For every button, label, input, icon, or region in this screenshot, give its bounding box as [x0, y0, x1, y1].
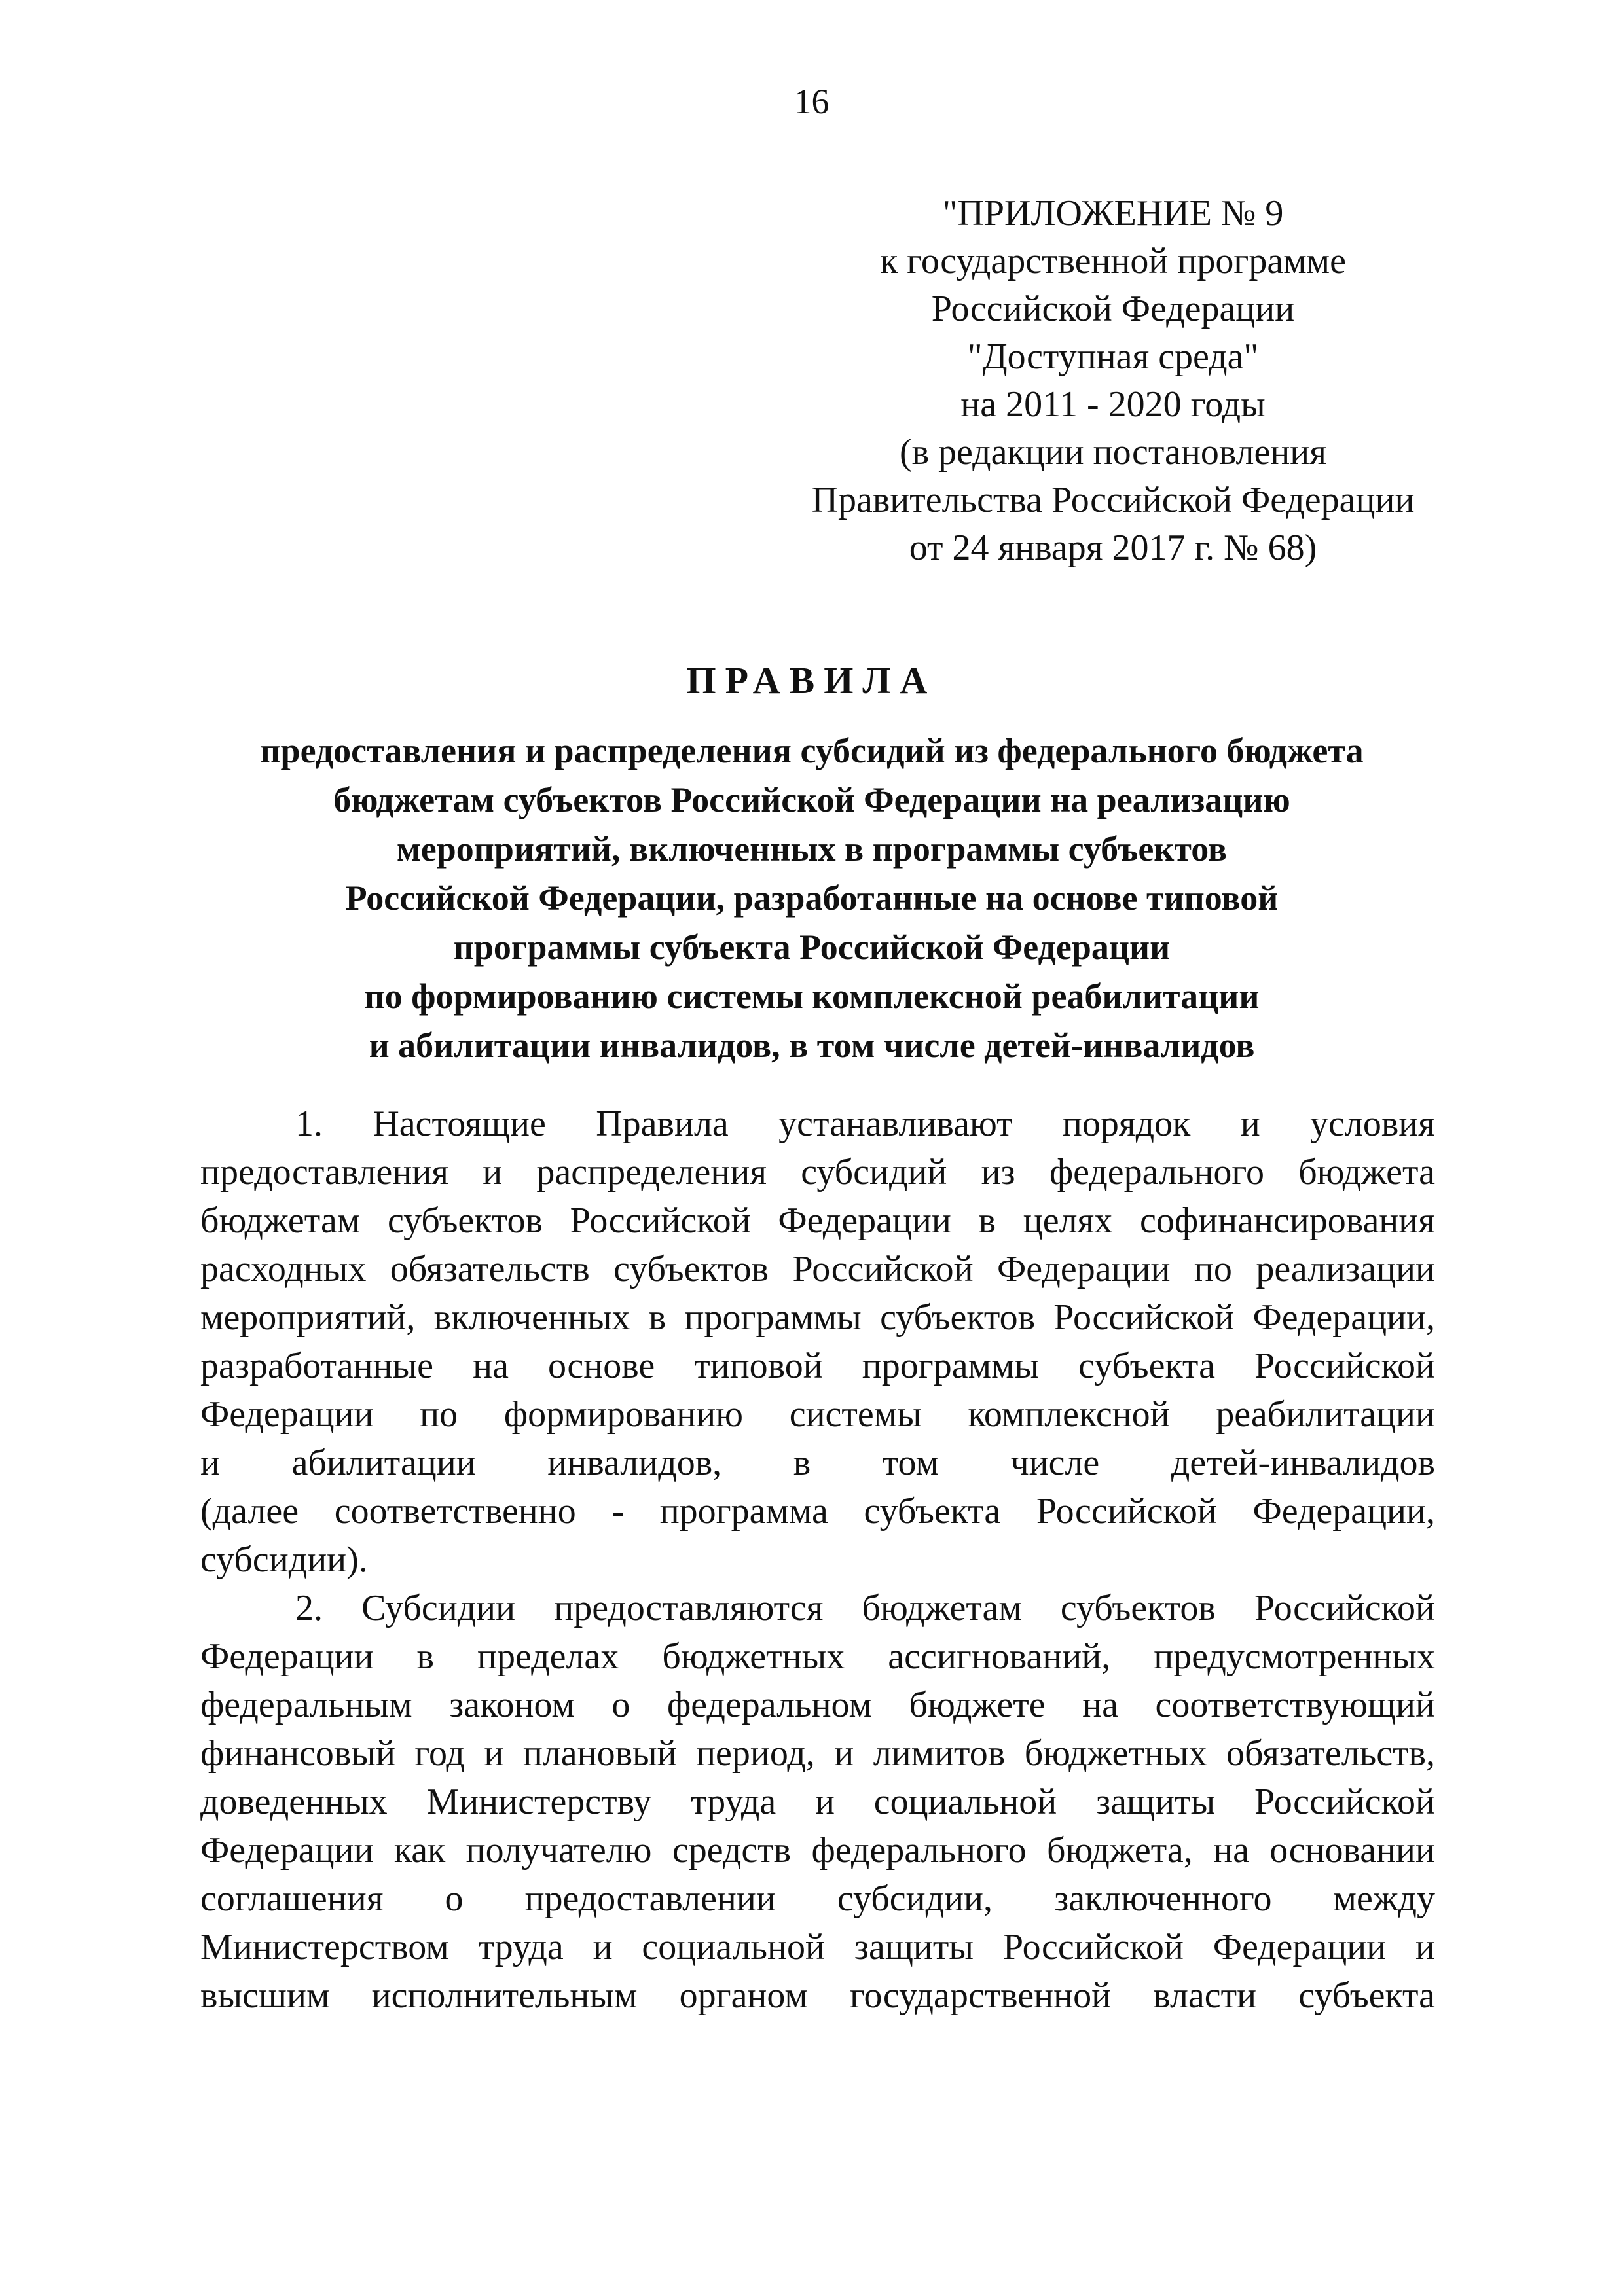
- paragraph-line: расходных обязательств субъектов Российской Федерации по реализации: [200, 1249, 1435, 1289]
- paragraph-line: (далее соответственно - программа субъекта Российской Федерации,: [200, 1491, 1435, 1532]
- paragraph-line: 1. Настоящие Правила устанавливают порядок и условия: [295, 1103, 1435, 1144]
- subtitle-line: программы субъекта Российской Федерации: [453, 927, 1171, 967]
- paragraph-2: [200, 1584, 1435, 2020]
- paragraph-line: 2. Субсидии предоставляются бюджетам субъектов Российской: [295, 1588, 1435, 1628]
- document-subtitle: [170, 726, 1453, 1070]
- paragraph-line: субсидии).: [200, 1539, 368, 1580]
- paragraph-line: разработанные на основе типовой программы субъекта Российской: [200, 1346, 1435, 1386]
- document-body: [200, 1100, 1435, 2020]
- subtitle-line: и абилитации инвалидов, в том числе детей-инвалидов: [369, 1026, 1255, 1065]
- paragraph-line: мероприятий, включенных в программы субъектов Российской Федерации,: [200, 1297, 1435, 1338]
- paragraph-line: федеральным законом о федеральном бюджете на соответствующий: [200, 1685, 1435, 1725]
- paragraph-1: [200, 1100, 1435, 1584]
- annex-line: от 24 января 2017 г. № 68): [909, 528, 1317, 568]
- paragraph-line: Федерации по формированию системы комплексной реабилитации: [200, 1394, 1435, 1435]
- annex-line: Российской Федерации: [931, 289, 1295, 329]
- paragraph-line: доведенных Министерству труда и социальной защиты Российской: [200, 1782, 1435, 1822]
- paragraph-line: и абилитации инвалидов, в том числе детей-инвалидов: [200, 1443, 1435, 1483]
- annex-line: "Доступная среда": [967, 336, 1259, 377]
- annex-line: (в редакции постановления: [899, 432, 1327, 473]
- paragraph-line: соглашения о предоставлении субсидии, заключенного между: [200, 1878, 1435, 1919]
- paragraph-line: финансовый год и плановый период, и лимитов бюджетных обязательств,: [200, 1733, 1435, 1774]
- paragraph-line: бюджетам субъектов Российской Федерации в целях софинансирования: [200, 1200, 1435, 1241]
- subtitle-line: мероприятий, включенных в программы субъектов: [396, 829, 1228, 869]
- annex-line: на 2011 - 2020 годы: [960, 384, 1266, 425]
- paragraph-line: Федерации как получателю средств федерального бюджета, на основании: [200, 1830, 1435, 1871]
- subtitle-line: бюджетам субъектов Российской Федерации на реализацию: [333, 780, 1290, 819]
- paragraph-line: предоставления и распределения субсидий из федерального бюджета: [200, 1152, 1435, 1193]
- subtitle-line: Российской Федерации, разработанные на основе типовой: [345, 878, 1279, 918]
- paragraph-line: Министерством труда и социальной защиты Российской Федерации и: [200, 1927, 1435, 1967]
- paragraph-line: Федерации в пределах бюджетных ассигнований, предусмотренных: [200, 1636, 1435, 1677]
- annex-line: к государственной программе: [880, 241, 1346, 281]
- annex-header: [773, 190, 1453, 572]
- page-number: 16: [793, 82, 830, 121]
- document-title: ПРАВИЛА: [686, 659, 937, 702]
- annex-line: "ПРИЛОЖЕНИЕ № 9: [942, 193, 1284, 234]
- subtitle-line: по формированию системы комплексной реабилитации: [364, 977, 1260, 1016]
- subtitle-line: предоставления и распределения субсидий из федерального бюджета: [260, 731, 1364, 770]
- paragraph-line: высшим исполнительным органом государственной власти субъекта: [200, 1975, 1435, 2016]
- annex-line: Правительства Российской Федерации: [811, 480, 1415, 520]
